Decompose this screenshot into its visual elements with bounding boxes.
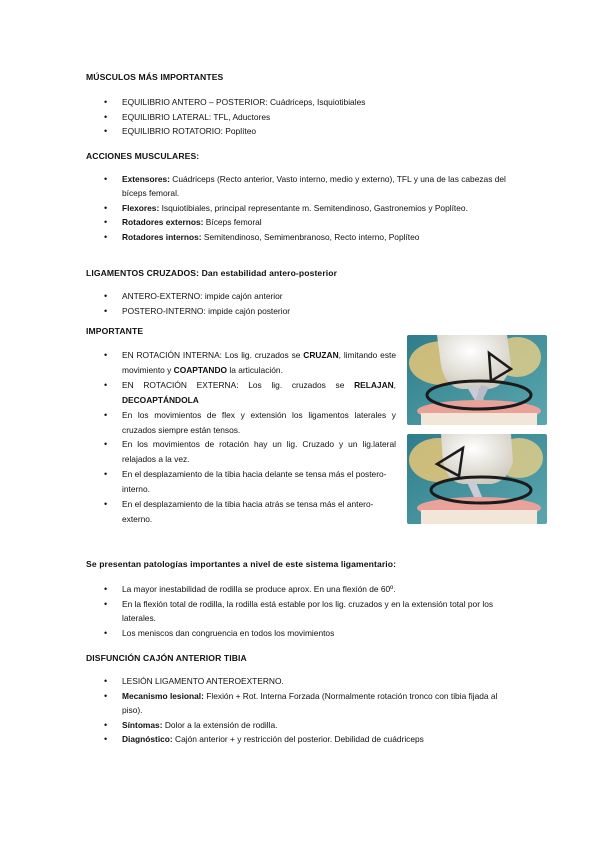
list-item: • En los movimientos de flex y extensión los ligamentos laterales y cruzados siempre están tensos. [104, 408, 396, 438]
list-item: • ANTERO-EXTERNO: impide cajón anterior [104, 289, 524, 304]
section-title-patologias: Se presentan patologías importantes a nivel de este sistema ligamentario: [86, 559, 397, 569]
list-ligamentos [104, 289, 524, 318]
list-item: • EQUILIBRIO ROTATORIO: Poplíteo [104, 124, 524, 139]
section-title-acciones: ACCIONES MUSCULARES: [86, 151, 200, 161]
section-title-musculos: MÚSCULOS MÁS IMPORTANTES [86, 72, 224, 82]
list-item: • LESIÓN LIGAMENTO ANTEROEXTERNO. [104, 674, 520, 689]
list-item: • En los movimientos de rotación hay un lig. Cruzado y un lig.lateral relajados a la vez. [104, 437, 396, 467]
section-title-disfuncion: DISFUNCIÓN CAJÓN ANTERIOR TIBIA [86, 653, 247, 663]
knee-external-rotation-illustration [407, 434, 547, 524]
list-item: • Flexores: Isquiotibiales, principal representante m. Semitendinoso, Gastronemios y Poplíteo. [104, 201, 514, 215]
list-item: • Diagnóstico: Cajón anterior + y restricción del posterior. Debilidad de cuádriceps [104, 732, 520, 747]
list-item: • Síntomas: Dolor a la extensión de rodilla. [104, 718, 520, 733]
list-item: • Los meniscos dan congruencia en todos los movimientos [104, 626, 520, 641]
list-item: • EQUILIBRIO LATERAL: TFL, Aductores [104, 110, 524, 125]
list-item: • Mecanismo lesional: Flexión + Rot. Interna Forzada (Normalmente rotación tronco con tibia fijada al piso). [104, 689, 520, 718]
list-item: • EN ROTACIÓN EXTERNA: Los lig. cruzados se RELAJAN, DECOAPTÁNDOLA [104, 378, 396, 408]
list-item: • La mayor inestabilidad de rodilla se produce aprox. En una flexión de 60º. [104, 582, 520, 597]
list-item: • Rotadores externos: Bíceps femoral [104, 215, 514, 229]
list-item: • En el desplazamiento de la tibia hacia atrás se tensa más el antero-externo. [104, 497, 396, 527]
section-title-ligamentos: LIGAMENTOS CRUZADOS: Dan estabilidad antero-posterior [86, 268, 338, 278]
list-item: • Rotadores internos: Semitendinoso, Semimenbranoso, Recto interno, Poplíteo [104, 230, 514, 244]
list-item: • En la flexión total de rodilla, la rodilla está estable por los lig. cruzados y en la extensión total por los laterales. [104, 597, 520, 626]
list-importante [104, 348, 396, 527]
list-item: • En el desplazamiento de la tibia hacia delante se tensa más el postero-interno. [104, 467, 396, 497]
list-item: • POSTERO-INTERNO: impide cajón posterior [104, 304, 524, 319]
list-item: • EN ROTACIÓN INTERNA: Los lig. cruzados se CRUZAN, limitando este movimiento y COAPTANDO la articulación. [104, 348, 396, 378]
list-item: • Extensores: Cuádriceps (Recto anterior, Vasto interno, medio y externo), TFL y una de las cabezas del bíceps femoral. [104, 172, 514, 201]
section-title-importante: IMPORTANTE [86, 326, 144, 336]
list-item: • EQUILIBRIO ANTERO – POSTERIOR: Cuádriceps, Isquiotibiales [104, 95, 524, 110]
list-acciones [104, 172, 514, 244]
knee-internal-rotation-illustration [407, 335, 547, 425]
list-disfuncion [104, 674, 520, 747]
list-patologias [104, 582, 520, 640]
list-musculos [104, 95, 524, 139]
